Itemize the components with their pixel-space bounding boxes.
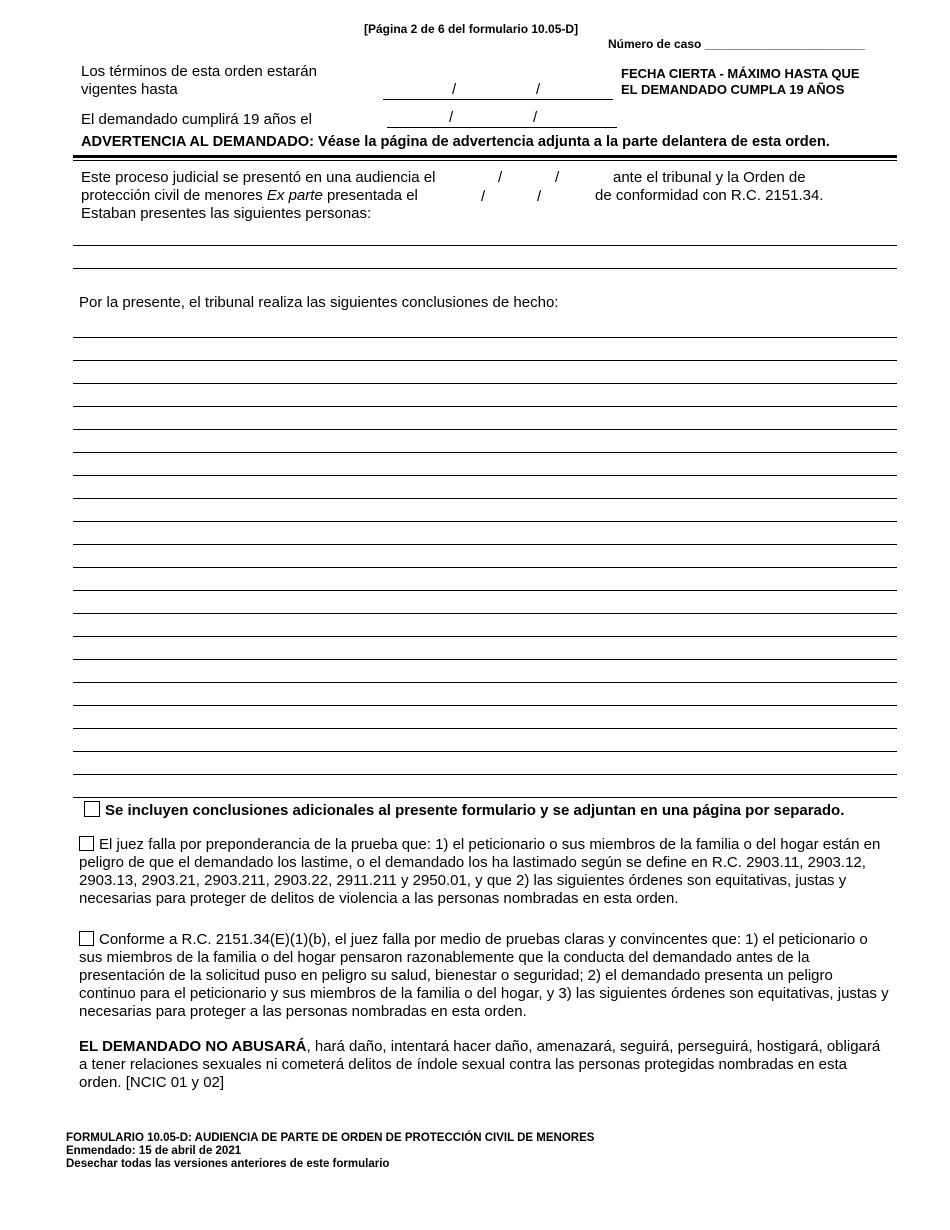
findings-line[interactable] xyxy=(73,521,897,522)
present-persons-line[interactable] xyxy=(73,245,897,246)
hearing-line2-a: protección civil de menores xyxy=(81,187,267,204)
additional-findings-label: Se incluyen conclusiones adicionales al presente formulario y se adjuntan en una página por separado. xyxy=(105,802,845,819)
preponderance-paragraph xyxy=(79,836,891,908)
findings-line[interactable] xyxy=(73,429,897,430)
ex-parte-italic: Ex parte xyxy=(266,187,323,204)
additional-findings-row xyxy=(84,801,844,820)
findings-line[interactable] xyxy=(73,360,897,361)
terms-label xyxy=(81,63,317,99)
findings-line[interactable] xyxy=(73,659,897,660)
warning-text: ADVERTENCIA AL DEMANDADO: Véase la página de advertencia adjunta a la parte delantera de esta orden. xyxy=(81,134,830,150)
findings-line[interactable] xyxy=(73,544,897,545)
no-abuse-paragraph xyxy=(79,1038,891,1092)
findings-line[interactable] xyxy=(73,705,897,706)
findings-line[interactable] xyxy=(73,452,897,453)
hearing-line1: Este proceso judicial se presentó en una audiencia el xyxy=(81,169,436,186)
hearing-line3: Estaban presentes las siguientes personas: xyxy=(81,205,372,222)
hearing-line2 xyxy=(81,187,481,205)
terms-note-line2: EL DEMANDADO CUMPLA 19 AÑOS xyxy=(621,82,845,97)
terms-label-line2: vigentes hasta xyxy=(81,81,178,98)
footer-title: FORMULARIO 10.05-D: AUDIENCIA DE PARTE DE ORDEN DE PROTECCIÓN CIVIL DE MENORES xyxy=(66,1132,595,1144)
birthday-label: El demandado cumplirá 19 años el xyxy=(81,111,312,128)
no-abuse-text: , hará daño, intentará hacer daño, amenazará, seguirá, perseguirá, hostigará, obligará a tener relaciones sexuales ni cometerá delitos de índole sexual contra las personas protegidas nombradas en esta orden. [NCIC 01 y 02] xyxy=(79,1038,881,1091)
double-divider xyxy=(73,155,897,161)
terms-note xyxy=(621,66,860,98)
additional-findings-checkbox[interactable] xyxy=(84,801,100,817)
findings-line[interactable] xyxy=(73,406,897,407)
findings-intro: Por la presente, el tribunal realiza las siguientes conclusiones de hecho: xyxy=(79,294,559,311)
form-footer xyxy=(66,1132,594,1171)
birthday-date-field[interactable] xyxy=(387,127,617,128)
case-number[interactable] xyxy=(608,37,865,51)
hearing-line2-b: presentada el xyxy=(322,187,418,204)
hearing-text xyxy=(81,169,481,223)
clear-evidence-paragraph xyxy=(79,931,891,1021)
hearing-right-line2: de conformidad con R.C. 2151.34. xyxy=(595,187,824,204)
petition-date-slash-2: / xyxy=(537,188,542,205)
findings-line[interactable] xyxy=(73,751,897,752)
present-persons-line[interactable] xyxy=(73,268,897,269)
hearing-date-slash-2: / xyxy=(555,169,560,186)
terms-date-field[interactable] xyxy=(383,99,613,100)
findings-line[interactable] xyxy=(73,567,897,568)
clear-evidence-text: Conforme a R.C. 2151.34(E)(1)(b), el juez falla por medio de pruebas claras y convincentes que: 1) el peticionario o sus miembros de la familia o del hogar pensaron razonablemente que la conducta del demandado antes de la presentación de la solicitud puso en peligro su salud, bienestar o seguridad; 2) el demandado presenta un peligro continuo para el peticionario y sus miembros de la familia o del hogar, y 3) las siguientes órdenes son equitativas, justas y necesarias para proteger a las personas nombradas en esta orden. xyxy=(79,931,889,1020)
no-abuse-bold: EL DEMANDADO NO ABUSARÁ xyxy=(79,1038,307,1055)
findings-line[interactable] xyxy=(73,682,897,683)
hearing-right-text xyxy=(595,169,823,205)
terms-date-slash-1: / xyxy=(452,81,457,98)
footer-discard: Desechar todas las versiones anteriores de este formulario xyxy=(66,1158,390,1170)
hearing-right-line1: ante el tribunal y la Orden de xyxy=(613,169,806,186)
terms-date-slash-2: / xyxy=(536,81,541,98)
case-number-field[interactable]: ________________________ xyxy=(704,37,865,51)
findings-line[interactable] xyxy=(73,590,897,591)
petition-date-slash-1: / xyxy=(481,188,486,205)
findings-line[interactable] xyxy=(73,383,897,384)
birthday-date-slash-1: / xyxy=(449,109,454,126)
preponderance-checkbox[interactable] xyxy=(79,836,94,851)
hearing-date-slash-1: / xyxy=(498,169,503,186)
case-number-label: Número de caso xyxy=(608,37,702,51)
findings-line[interactable] xyxy=(73,728,897,729)
findings-line[interactable] xyxy=(73,613,897,614)
preponderance-text: El juez falla por preponderancia de la prueba que: 1) el peticionario o sus miembros de la familia o del hogar están en peligro de que el demandado los lastime, o el demandado los ha lastimado según se define en R.C. 2903.11, 2903.12, 2903.13, 2903.21, 2903.211, 2903.22, 2911.211 y 2950.01, y que 2) las siguientes órdenes son equitativas, justas y necesarias para proteger de delitos de violencia a las personas nombradas en esta orden. xyxy=(79,836,881,907)
findings-line[interactable] xyxy=(73,475,897,476)
terms-label-line1: Los términos de esta orden estarán xyxy=(81,63,317,80)
footer-amended: Enmendado: 15 de abril de 2021 xyxy=(66,1145,242,1157)
terms-note-line1: FECHA CIERTA - MÁXIMO HASTA QUE xyxy=(621,66,860,81)
findings-line[interactable] xyxy=(73,774,897,775)
page-label: [Página 2 de 6 del formulario 10.05-D] xyxy=(364,22,579,36)
findings-line[interactable] xyxy=(73,636,897,637)
findings-line[interactable] xyxy=(73,797,897,798)
birthday-date-slash-2: / xyxy=(533,109,538,126)
findings-line[interactable] xyxy=(73,498,897,499)
findings-line[interactable] xyxy=(73,337,897,338)
clear-evidence-checkbox[interactable] xyxy=(79,931,94,946)
